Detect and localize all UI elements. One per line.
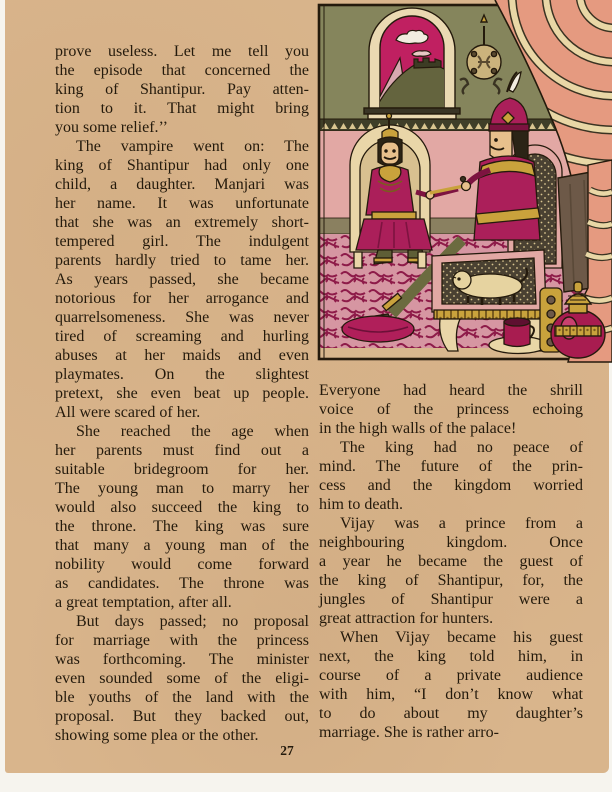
chair-rail [434,310,546,319]
text-line: tired of screaming and hurling [55,328,309,345]
paragraph [55,137,309,422]
text-line: tempered girl. The indulgent [55,233,309,250]
text-line: She reached the age when [76,423,309,440]
text-line: cess and the kingdom worried [319,477,583,494]
text-line: him to death. [319,496,403,513]
text-line: suitable bridegroom for her. [55,461,309,478]
right-text-column [319,381,583,742]
page-number: 27 [280,743,294,758]
text-line: course of a private audience [319,667,583,684]
story-illustration [312,0,612,368]
text-line: mind. The future of the prin- [319,458,583,475]
text-line: tion to it. That might bring [55,100,309,117]
text-line: jungles of Shantipur were a [319,591,583,608]
arched-window [364,8,460,119]
text-line: to do about my daughter’s [319,705,583,722]
text-line: neighbouring kingdom. Once [319,534,583,551]
paragraph [55,422,309,612]
text-line: prove useless. Let me tell you [55,43,309,60]
text-line: abuses at her maids and even [55,347,309,364]
text-line: child, a daughter. Manjari was [55,176,309,193]
fort-silhouette [414,58,441,68]
face [381,142,399,164]
paragraph [319,628,583,742]
text-line: king of Shantipur. Pay atten- [55,81,309,98]
text-line: the throne. The king was sure [55,518,309,535]
text-line: proposal. But they backed out, [55,708,309,725]
text-line: the episode that concerned the [55,62,309,79]
text-line: that many a young man of the [55,537,309,554]
text-line: When Vijay became his guest [340,629,583,646]
text-line: pretext, she even beat up people. [55,385,309,402]
text-line: you some relief.’’ [55,119,168,136]
text-line: king of Shantipur had only one [55,157,309,174]
text-line: The vampire went on: The [76,138,309,155]
text-line: great attraction for hunters. [319,610,494,627]
belt [372,212,416,219]
text-line: marriage. She is rather arro- [319,724,499,741]
text-line: the king of Shantipur, for, the [319,572,583,589]
small-cloud [412,51,431,56]
text-line: Everyone had heard the shrill [319,382,583,399]
paragraph [319,438,583,514]
lid-finial [574,282,582,292]
text-line: even sounded some of the eligi- [55,670,309,687]
text-line: The king had no peace of [340,439,583,456]
text-line: as candidates. The throne was [55,575,309,592]
paragraph [319,381,583,438]
text-line: notorious for her arrogance and [55,290,309,307]
text-line: a great temptation, after all. [55,594,232,611]
text-line: that she was an extremely short- [55,214,309,231]
text-line: was forthcoming. The minister [55,651,309,668]
text-line: her parents must find out a [55,442,309,459]
text-line: with him, “I don’t know what [319,686,583,703]
paragraph [55,42,309,137]
text-line: next, the king told him, in [319,648,583,665]
text-line: parents hardly tried to tame her. [55,252,309,269]
text-line: showing some plea or the other. [55,727,259,744]
text-line: All were scared of her. [55,404,201,421]
text-line: her name. It was unfortunate [55,195,309,212]
text-line: As years passed, she became [55,271,309,288]
text-line: But days passed; no proposal [76,613,309,630]
text-line: The young man to marry her [55,480,309,497]
text-line: in the high walls of the palace! [319,420,517,437]
text-line: nobility would come forward [55,556,309,573]
text-line: Vijay was a prince from a [340,515,583,532]
paragraph [319,514,583,628]
hand [462,182,471,191]
text-line: playmates. On the slightest [55,366,309,383]
text-line: ble youths of the land with the [55,689,309,706]
text-line: quarrelsomeness. She was never [55,309,309,326]
window-sill [364,108,460,114]
text-line: a year he became the guest of [319,553,583,570]
left-text-column [55,42,309,745]
footstool-cushion [342,316,414,342]
text-line: would also succeed the king to [55,499,309,516]
paragraph [55,612,309,745]
text-line: voice of the princess echoing [319,401,583,418]
profile-face [490,131,512,160]
text-line: for marriage with the princess [55,632,309,649]
